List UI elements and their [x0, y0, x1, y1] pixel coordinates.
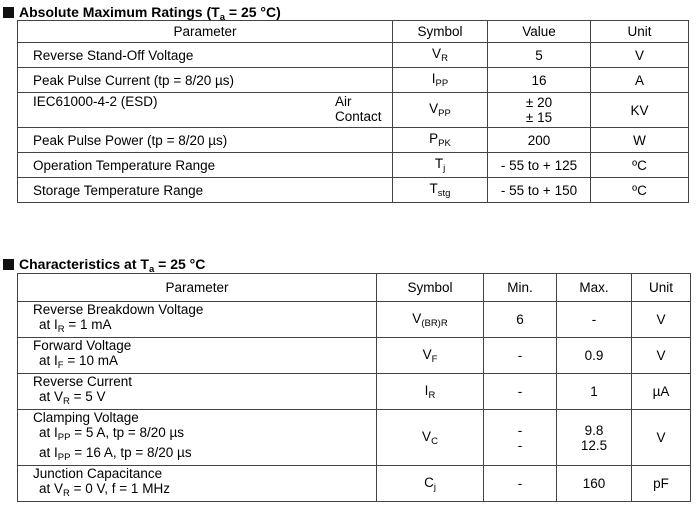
min-cell: 6	[484, 302, 557, 338]
absolute-max-ratings-table	[17, 20, 689, 203]
table-row	[18, 93, 689, 128]
table-row	[18, 302, 691, 338]
value-cell: 200	[488, 128, 591, 153]
param-cell: IEC61000-4-2 (ESD) Air Contact	[18, 93, 393, 128]
param-cell: Operation Temperature Range	[18, 153, 393, 178]
symbol-cell: $V_F$	[377, 338, 484, 374]
symbol-cell: $V_{PP}$	[393, 93, 488, 128]
col-header-unit: Unit	[632, 274, 691, 302]
table-row	[18, 374, 691, 410]
value-cell: - 55 to + 150	[488, 178, 591, 203]
max-cell: 9.8 12.5	[557, 410, 632, 466]
table-row	[18, 43, 689, 68]
col-header-symbol: Symbol	[393, 21, 488, 43]
param-cell: Forward Voltage at $I_F = 10$ mA	[18, 338, 377, 374]
unit-cell: V	[632, 410, 691, 466]
col-header-parameter: Parameter	[18, 274, 377, 302]
min-cell: -	[484, 374, 557, 410]
param-cell: Peak Pulse Power (tp = 8/20 µs)	[18, 128, 393, 153]
col-header-parameter: Parameter	[18, 21, 393, 43]
col-header-unit: Unit	[591, 21, 689, 43]
max-cell: 0.9	[557, 338, 632, 374]
table-header-row	[18, 21, 689, 43]
unit-cell: V	[632, 302, 691, 338]
unit-cell: ºC	[591, 178, 689, 203]
bullet-square-icon	[3, 259, 14, 270]
symbol-cell: $I_{PP}$	[393, 68, 488, 93]
unit-cell: µA	[632, 374, 691, 410]
section-title-characteristics: Characteristics at $T_a = 25$ °C	[3, 256, 205, 275]
symbol-cell: $T_j$	[393, 153, 488, 178]
unit-cell: A	[591, 68, 689, 93]
bullet-square-icon	[3, 7, 14, 18]
col-header-symbol: Symbol	[377, 274, 484, 302]
symbol-cell: $V_C$	[377, 410, 484, 466]
col-header-value: Value	[488, 21, 591, 43]
param-cell: Junction Capacitance at $V_R = 0$ V, f = 1 MHz	[18, 466, 377, 502]
col-header-min: Min.	[484, 274, 557, 302]
section-title-absolute-max: Absolute Maximum Ratings ($T_a = 25$ °C)	[3, 4, 281, 23]
table-row	[18, 153, 689, 178]
unit-cell: ºC	[591, 153, 689, 178]
min-cell: - -	[484, 410, 557, 466]
symbol-cell: $C_j$	[377, 466, 484, 502]
table-row	[18, 128, 689, 153]
param-cell: Reverse Breakdown Voltage at $I_R = 1$ mA	[18, 302, 377, 338]
symbol-cell: $I_R$	[377, 374, 484, 410]
unit-cell: V	[632, 338, 691, 374]
table-row	[18, 338, 691, 374]
col-header-max: Max.	[557, 274, 632, 302]
table-header-row	[18, 274, 691, 302]
esd-mode-air: Air	[335, 94, 352, 109]
param-cell: Reverse Stand-Off Voltage	[18, 43, 393, 68]
param-cell: Clamping Voltage at $I_{PP} = 5$ A, tp = 8/20 µs at $I_{PP} = 16$ A, tp = 8/20 µs	[18, 410, 377, 466]
value-cell: 16	[488, 68, 591, 93]
unit-cell: W	[591, 128, 689, 153]
unit-cell: KV	[591, 93, 689, 128]
param-cell: Reverse Current at $V_R = 5$ V	[18, 374, 377, 410]
table-row	[18, 178, 689, 203]
min-cell: -	[484, 338, 557, 374]
unit-cell: pF	[632, 466, 691, 502]
esd-mode-contact: Contact	[335, 109, 382, 124]
symbol-cell: $P_{PK}$	[393, 128, 488, 153]
value-cell: - 55 to + 125	[488, 153, 591, 178]
symbol-cell: $V_R$	[393, 43, 488, 68]
param-cell: Storage Temperature Range	[18, 178, 393, 203]
value-cell: ± 20 ± 15	[488, 93, 591, 128]
max-cell: -	[557, 302, 632, 338]
max-cell: 160	[557, 466, 632, 502]
symbol-cell: $V_{(BR)R}$	[377, 302, 484, 338]
param-cell: Peak Pulse Current (tp = 8/20 µs)	[18, 68, 393, 93]
min-cell: -	[484, 466, 557, 502]
table-row	[18, 466, 691, 502]
table-row	[18, 410, 691, 466]
value-cell: 5	[488, 43, 591, 68]
table-row	[18, 68, 689, 93]
characteristics-table	[17, 273, 691, 502]
max-cell: 1	[557, 374, 632, 410]
unit-cell: V	[591, 43, 689, 68]
symbol-cell: $T_{stg}$	[393, 178, 488, 203]
